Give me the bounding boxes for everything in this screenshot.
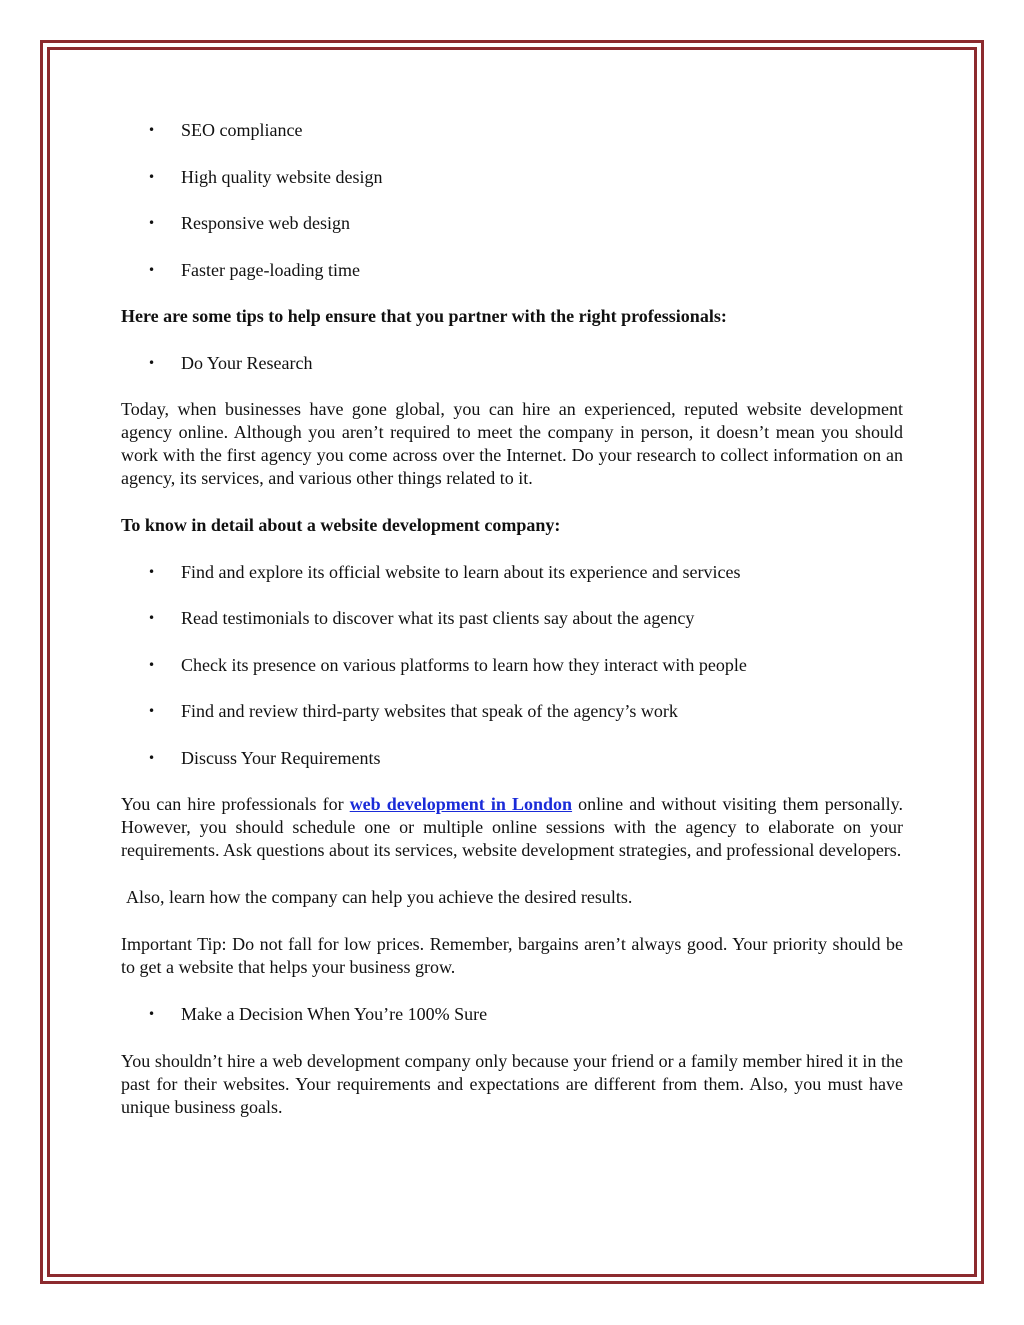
list-item [121, 119, 903, 142]
list-item-text: Find and explore its official website to learn about its experience and services [181, 561, 741, 582]
requirements-text-after: online and without visiting them personally. However, you should schedule one or multiple online sessions with the agency to elaborate on your requirements. Ask questions about its services, website development strategies, and professional developers. [121, 794, 904, 860]
list-item [121, 700, 903, 723]
bullet-icon: • [148, 564, 156, 579]
list-item [121, 212, 903, 235]
list-item-text: Responsive web design [181, 213, 350, 233]
bullet-icon: • [148, 1007, 156, 1021]
detail-heading: To know in detail about a website development company: [121, 515, 561, 535]
list-item-text: Check its presence on various platforms to learn how they interact with people [181, 654, 747, 675]
web-development-london-link[interactable]: web development in London [349, 794, 573, 814]
bullet-icon: • [148, 704, 156, 718]
list-item [121, 352, 903, 375]
list-item [121, 561, 903, 584]
bullet-icon: • [148, 355, 156, 370]
list-item [121, 747, 903, 770]
list-item [121, 259, 903, 282]
list-item [121, 654, 903, 677]
list-item-text: Read testimonials to discover what its past clients say about the agency [181, 608, 695, 628]
bullet-icon: • [148, 262, 156, 277]
tip-paragraph: Important Tip: Do not fall for low prices. Remember, bargains aren’t always good. Your priority should be to get a website that helps your business grow. [121, 934, 903, 977]
also-paragraph: Also, learn how the company can help you achieve the desired results. [126, 887, 633, 907]
bullet-icon: • [148, 169, 156, 184]
requirements-paragraph [121, 793, 903, 862]
list-item [121, 1003, 903, 1026]
document-body [121, 119, 903, 1143]
list-item-text: Faster page-loading time [181, 259, 360, 280]
list-item-text: Do Your Research [181, 352, 313, 373]
bullet-icon: • [148, 216, 156, 230]
bullet-icon: • [148, 657, 156, 672]
list-item [121, 166, 903, 189]
list-item-text: High quality website design [181, 166, 383, 187]
decision-paragraph: You shouldn’t hire a web development company only because your friend or a family member hired it in the past for their websites. Your requirements and expectations are different from them. Also, you must have unique business goals. [121, 1050, 903, 1117]
bullet-icon: • [148, 123, 156, 137]
list-item-text: Discuss Your Requirements [181, 747, 381, 768]
list-item [121, 607, 903, 630]
requirements-text-before: You can hire professionals for [121, 794, 350, 814]
list-item-text: Make a Decision When You’re 100% Sure [181, 1004, 488, 1024]
bullet-icon: • [148, 611, 156, 625]
tips-heading: Here are some tips to help ensure that you partner with the right professionals: [121, 306, 727, 326]
list-item-text: SEO compliance [181, 120, 303, 140]
list-item-text: Find and review third-party websites that speak of the agency’s work [181, 701, 678, 721]
research-paragraph: Today, when businesses have gone global, you can hire an experienced, reputed website development agency online. Although you aren’t required to meet the company in person, it doesn’t mean you should work with the first agency you come across over the Internet. Do your research to collect information on an agency, its services, and various other things related to it. [121, 399, 903, 488]
bullet-icon: • [148, 750, 156, 765]
